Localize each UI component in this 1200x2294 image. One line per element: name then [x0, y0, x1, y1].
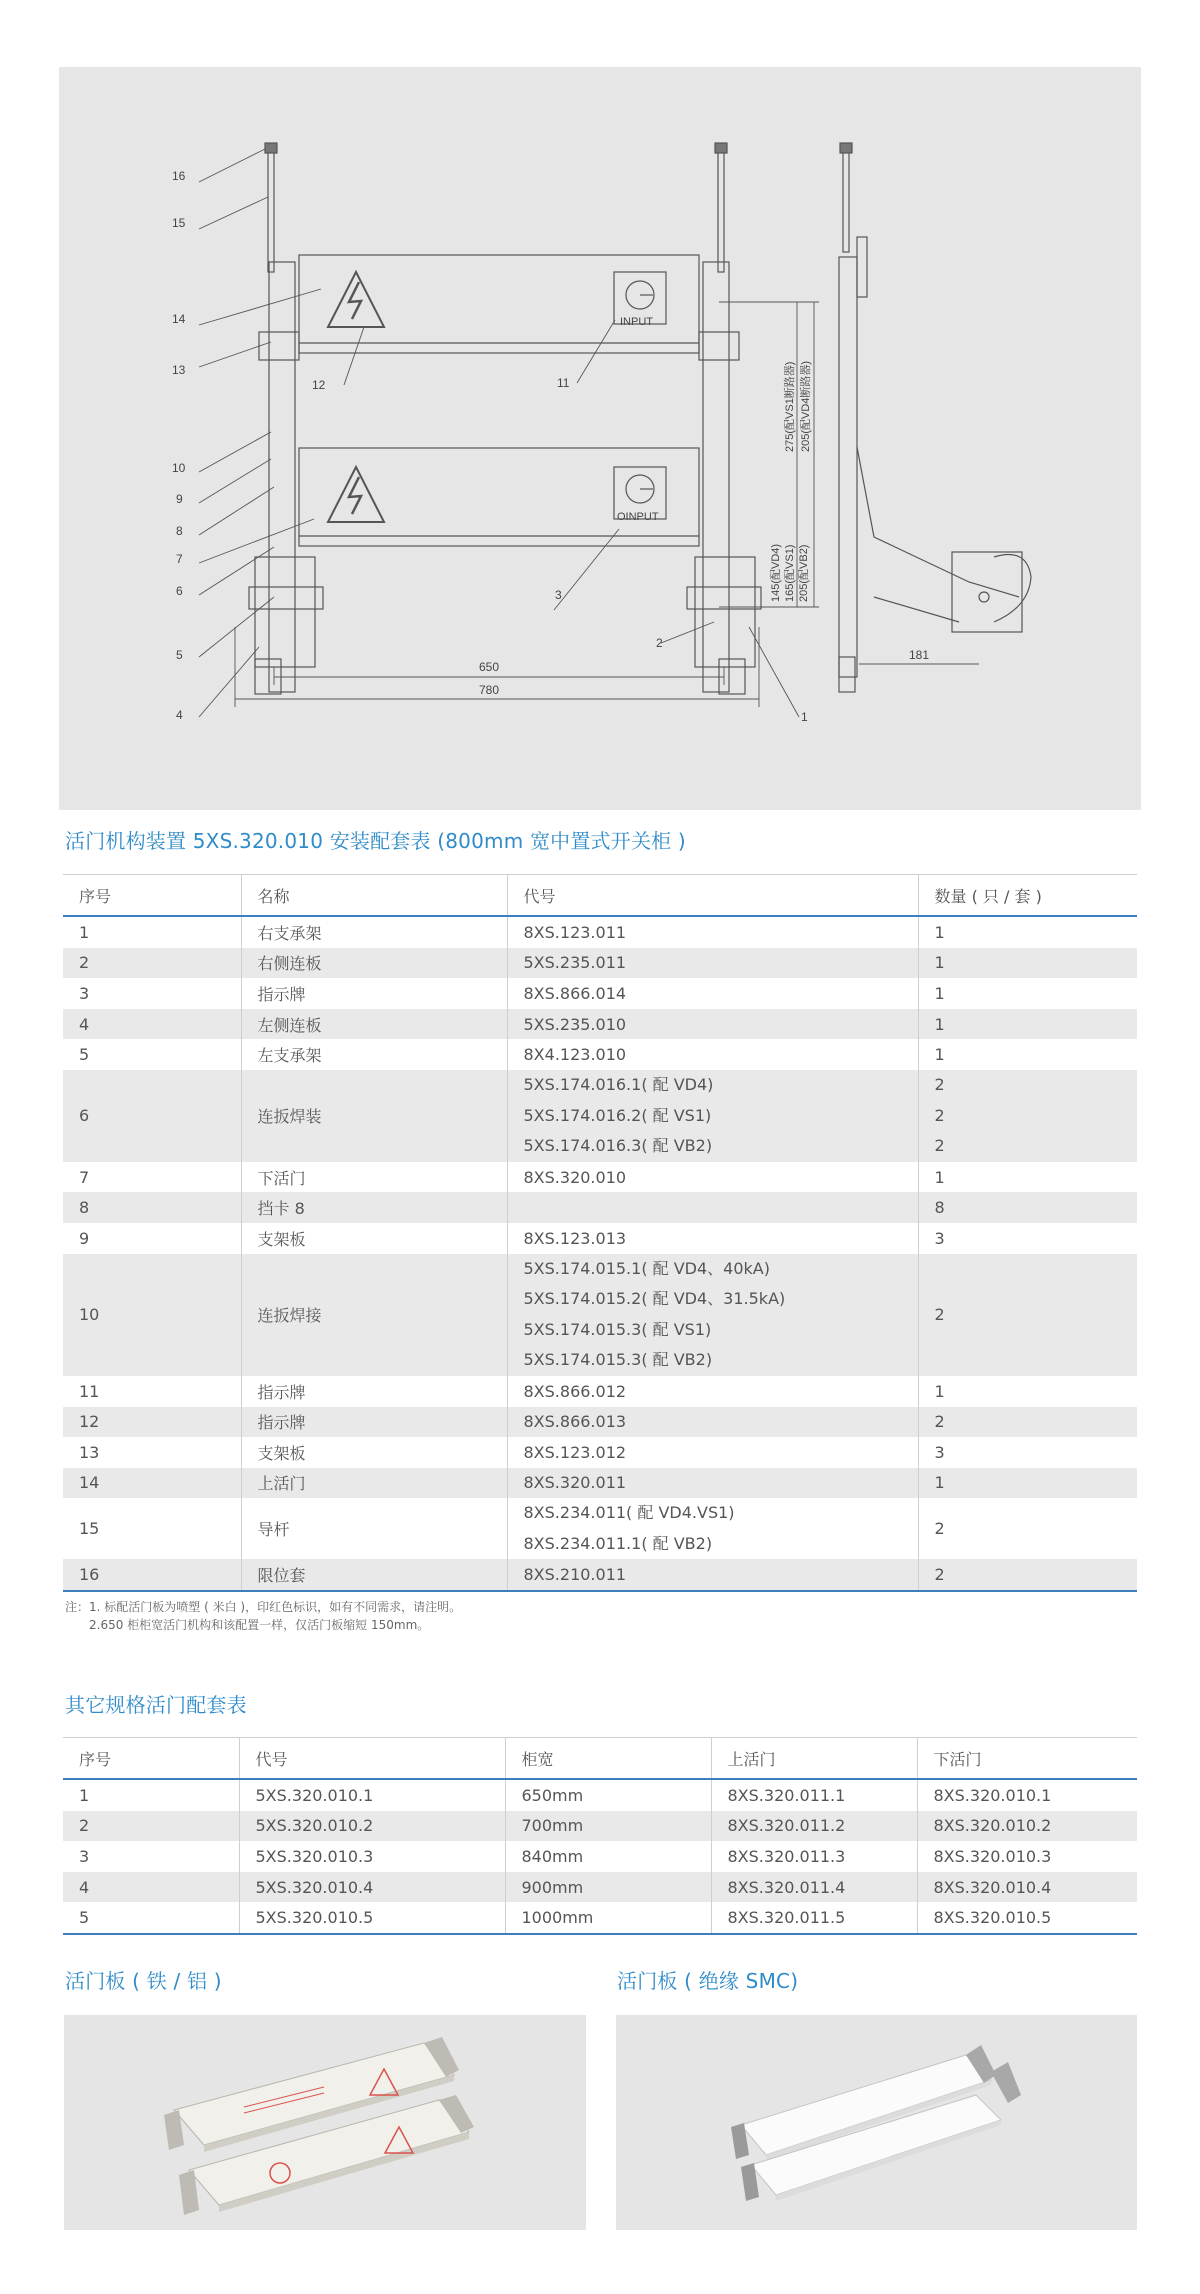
- notes: [65, 1598, 461, 1634]
- table-row: [63, 1376, 1137, 1407]
- cell-no: 2: [63, 948, 241, 979]
- table-header: [63, 1738, 1137, 1780]
- table-row: [63, 1872, 1137, 1903]
- cell-name: 下活门: [241, 1162, 507, 1193]
- cell-qty: 8: [918, 1192, 1137, 1223]
- smc-shutter-photo: [616, 2015, 1137, 2230]
- table-row: [63, 1223, 1137, 1254]
- col-header-code: 代号: [239, 1738, 505, 1780]
- table2-title: 其它规格活门配套表: [65, 1693, 247, 1717]
- callout-11: 11: [557, 376, 570, 390]
- table-row: [63, 1559, 1137, 1591]
- col-header-code: 代号: [507, 875, 918, 917]
- smc-shutter-illustration: [616, 2015, 1137, 2230]
- cell-width: 700mm: [505, 1811, 711, 1842]
- installation-parts-table: [63, 874, 1137, 1592]
- cell-no: 3: [79, 983, 90, 1003]
- cell-name: 连扳焊接: [241, 1254, 507, 1376]
- cell-code: 8X4.123.010: [507, 1039, 918, 1070]
- cell-code: 8XS.866.012: [507, 1376, 918, 1407]
- cell-no: 5: [63, 1902, 239, 1934]
- oinput-label: OINPUT: [617, 511, 659, 523]
- cell-qty: 3: [918, 1437, 1137, 1468]
- warning-triangle-upper: [328, 272, 384, 327]
- table-row: [63, 948, 1137, 979]
- cell-qty: 2: [918, 1254, 1137, 1376]
- note-line-1: 注：1. 标配活门板为喷塑 ( 米白 )，印红色标识，如有不同需求，请注明。: [65, 1600, 462, 1614]
- cell-code: 5XS.235.011: [507, 948, 918, 979]
- cell-code-line: 5XS.174.016.2( 配 VS1): [523, 1105, 712, 1125]
- table-row: [63, 1254, 1137, 1376]
- cell-no: 9: [79, 1228, 90, 1248]
- cell-code-line: 8XS.234.011.1( 配 VB2): [523, 1533, 713, 1553]
- cell-no: 1: [79, 922, 90, 942]
- table-row: [63, 1407, 1137, 1438]
- col-header-upper-shutter: 上活门: [711, 1738, 917, 1780]
- cell-code: 8XS.123.012: [507, 1437, 918, 1468]
- cell-no: 13: [79, 1442, 100, 1462]
- table-row: [63, 1811, 1137, 1842]
- dim-145-vd4: 145(配VD4): [770, 543, 782, 602]
- cell-upper-shutter: 8XS.320.011.2: [711, 1811, 917, 1842]
- cell-code: 8XS.320.010: [507, 1162, 918, 1193]
- cell-qty: 2: [918, 1498, 1137, 1559]
- cell-code-line: 5XS.174.015.3( 配 VB2): [523, 1350, 713, 1370]
- cell-no: 4: [63, 1872, 239, 1903]
- cell-qty: 1: [918, 1039, 1137, 1070]
- dim-275-vs1: 275(配VS1断路器): [784, 361, 796, 452]
- cell-name: 连扳焊装: [241, 1070, 507, 1162]
- left-link-plate: [249, 587, 323, 609]
- cell-code: [507, 1254, 918, 1376]
- cell-no: 7: [79, 1167, 90, 1187]
- cell-lower-shutter: 8XS.320.010.4: [917, 1872, 1137, 1903]
- cell-code: 5XS.235.010: [507, 1009, 918, 1040]
- cell-lower-shutter: 8XS.320.010.3: [917, 1841, 1137, 1872]
- table-row: [63, 1498, 1137, 1559]
- callout-8: 8: [176, 524, 183, 538]
- cell-qty: 1: [918, 978, 1137, 1009]
- table-row: [63, 1902, 1137, 1934]
- col-header-no: 序号: [63, 1738, 239, 1780]
- cell-qty: 1: [918, 1468, 1137, 1499]
- cell-no: 14: [63, 1468, 241, 1499]
- cell-code-line: 5XS.174.015.2( 配 VD4、31.5kA): [523, 1289, 786, 1309]
- cell-qty-line: 2: [934, 1136, 945, 1156]
- cell-code: 8XS.123.013: [507, 1223, 918, 1254]
- cell-name: 指示牌: [241, 1376, 507, 1407]
- table-row: [63, 1841, 1137, 1872]
- table-row: [63, 1070, 1137, 1162]
- dim-205-vd4: 205(配VD4断路器): [800, 360, 812, 452]
- dim-205-vb2: 205(配VB2): [798, 544, 810, 602]
- cell-width: 1000mm: [505, 1902, 711, 1934]
- cell-qty: 2: [918, 1407, 1137, 1438]
- left-bracket-upper: [259, 332, 299, 360]
- right-link-plate: [687, 587, 761, 609]
- callout-5: 5: [176, 648, 183, 662]
- right-bracket-lower: [695, 557, 755, 667]
- table-row: [63, 1779, 1137, 1811]
- table-row: [63, 916, 1137, 948]
- dim-165-vs1: 165(配VS1): [784, 544, 796, 602]
- cell-name: 导杆: [241, 1498, 507, 1559]
- callout-4: 4: [176, 708, 183, 722]
- cell-code-line: 5XS.174.016.1( 配 VD4): [523, 1074, 714, 1094]
- left-support-frame: [269, 262, 295, 692]
- col-header-width: 柜宽: [505, 1738, 711, 1780]
- left-limit-sleeve: [265, 143, 277, 153]
- callout-15: 15: [172, 216, 186, 230]
- cell-code-line: 8XS.234.011( 配 VD4.VS1): [523, 1503, 735, 1523]
- warning-triangle-lower: [328, 467, 384, 522]
- callout-12: 12: [312, 378, 326, 392]
- callout-16: 16: [172, 169, 186, 183]
- cell-no: 1: [79, 1785, 90, 1805]
- right-foot: [719, 659, 745, 694]
- dim-181: 181: [909, 648, 930, 662]
- cell-code: 5XS.320.010.5: [239, 1902, 505, 1934]
- dim-650: 650: [479, 660, 500, 674]
- cell-qty: 2: [918, 1559, 1137, 1591]
- cell-code-line: 5XS.174.015.1( 配 VD4、40kA): [523, 1258, 770, 1278]
- photo-left-title: 活门板 ( 铁 / 铝 ): [65, 1969, 222, 1993]
- side-guide-rod: [843, 152, 849, 252]
- table-row: [63, 1192, 1137, 1223]
- cell-qty: 3: [918, 1223, 1137, 1254]
- cell-lower-shutter: 8XS.320.010.5: [917, 1902, 1137, 1934]
- cell-name: 支架板: [241, 1437, 507, 1468]
- cell-qty: 1: [918, 948, 1137, 979]
- left-foot: [255, 659, 281, 694]
- cell-name: 左支承架: [241, 1039, 507, 1070]
- cell-code: 8XS.123.011: [507, 916, 918, 948]
- cell-code: 5XS.320.010.1: [239, 1779, 505, 1811]
- left-bracket-lower: [255, 557, 315, 667]
- cell-name: 指示牌: [241, 978, 507, 1009]
- cell-upper-shutter: 8XS.320.011.1: [711, 1779, 917, 1811]
- table-row: [63, 978, 1137, 1009]
- cell-upper-shutter: 8XS.320.011.3: [711, 1841, 917, 1872]
- right-guide-rod: [718, 152, 724, 272]
- cell-code: 5XS.320.010.4: [239, 1872, 505, 1903]
- right-support-frame: [703, 262, 729, 692]
- cell-name: 支架板: [241, 1223, 507, 1254]
- cell-code: [507, 1192, 918, 1223]
- callout-2: 2: [656, 636, 663, 650]
- cell-code-line: 5XS.174.016.3( 配 VB2): [523, 1136, 713, 1156]
- cell-code: 8XS.866.013: [507, 1407, 918, 1438]
- cell-no: 2: [63, 1811, 239, 1842]
- col-header-qty: 数量 ( 只 / 套 ): [918, 875, 1137, 917]
- cell-qty: 1: [918, 916, 1137, 948]
- cell-upper-shutter: 8XS.320.011.5: [711, 1902, 917, 1934]
- cell-qty: 1: [918, 1376, 1137, 1407]
- technical-drawing: [59, 67, 1141, 810]
- cell-code: 8XS.866.014: [507, 978, 918, 1009]
- other-specs-table: [63, 1737, 1137, 1935]
- cell-no: 11: [79, 1381, 100, 1401]
- cell-code: 8XS.320.011: [507, 1468, 918, 1499]
- callout-7: 7: [176, 552, 183, 566]
- col-header-no: 序号: [63, 875, 241, 917]
- cell-code-line: 5XS.174.015.3( 配 VS1): [523, 1319, 712, 1339]
- table-row: [63, 1162, 1137, 1193]
- cell-qty: 1: [918, 1009, 1137, 1040]
- col-header-lower-shutter: 下活门: [917, 1738, 1137, 1780]
- side-clamp: [952, 552, 1022, 632]
- metal-shutter-illustration: [64, 2015, 586, 2230]
- cell-upper-shutter: 8XS.320.011.4: [711, 1872, 917, 1903]
- left-guide-rod: [268, 152, 274, 272]
- cell-name: 右支承架: [241, 916, 507, 948]
- cell-lower-shutter: 8XS.320.010.1: [917, 1779, 1137, 1811]
- cell-code: [507, 1498, 918, 1559]
- cell-no: 4: [63, 1009, 241, 1040]
- cell-name: 指示牌: [241, 1407, 507, 1438]
- cell-name: 上活门: [241, 1468, 507, 1499]
- callout-9: 9: [176, 492, 183, 506]
- cell-name: 限位套: [241, 1559, 507, 1591]
- callout-10: 10: [172, 461, 186, 475]
- cell-no: 3: [79, 1846, 90, 1866]
- callout-13: 13: [172, 363, 186, 377]
- cell-no: 8: [63, 1192, 241, 1223]
- cell-no: 15: [79, 1519, 100, 1539]
- input-label: INPUT: [620, 316, 653, 328]
- cell-code: 5XS.320.010.3: [239, 1841, 505, 1872]
- photo-right-title: 活门板 ( 绝缘 SMC): [617, 1969, 799, 1993]
- cell-code: [507, 1070, 918, 1162]
- table-row: [63, 1039, 1137, 1070]
- table1-title: 活门机构装置 5XS.320.010 安装配套表 (800mm 宽中置式开关柜 ): [65, 829, 686, 853]
- cell-no: 6: [63, 1070, 241, 1162]
- callout-3: 3: [555, 588, 562, 602]
- cell-no: 12: [63, 1407, 241, 1438]
- callout-14: 14: [172, 312, 186, 326]
- table-row: [63, 1009, 1137, 1040]
- table-row: [63, 1468, 1137, 1499]
- cell-qty: [918, 1070, 1137, 1162]
- cell-width: 650mm: [505, 1779, 711, 1811]
- table-header: [63, 875, 1137, 917]
- cell-no: 5: [79, 1045, 90, 1065]
- cell-no: 16: [63, 1559, 241, 1591]
- callout-6: 6: [176, 584, 183, 598]
- metal-shutter-photo: [64, 2015, 586, 2230]
- side-lever: [857, 447, 1019, 597]
- dim-780: 780: [479, 683, 500, 697]
- cell-qty-line: 2: [934, 1074, 945, 1094]
- right-bracket-upper: [699, 332, 739, 360]
- cell-width: 900mm: [505, 1872, 711, 1903]
- callout-1: 1: [801, 710, 808, 724]
- side-support: [839, 257, 857, 677]
- cell-code: 5XS.320.010.2: [239, 1811, 505, 1842]
- cell-qty-line: 2: [934, 1105, 945, 1125]
- cell-name: 挡卡 8: [241, 1192, 507, 1223]
- cell-width: 840mm: [505, 1841, 711, 1872]
- right-limit-sleeve: [715, 143, 727, 153]
- cell-qty: 1: [918, 1162, 1137, 1193]
- cell-lower-shutter: 8XS.320.010.2: [917, 1811, 1137, 1842]
- cell-name: 左侧连板: [241, 1009, 507, 1040]
- cell-name: 右侧连板: [241, 948, 507, 979]
- shutter-mechanism-diagram: [59, 67, 1141, 810]
- table-row: [63, 1437, 1137, 1468]
- cell-no: 10: [63, 1254, 241, 1376]
- col-header-name: 名称: [241, 875, 507, 917]
- cell-code: 8XS.210.011: [507, 1559, 918, 1591]
- note-line-2: 2.650 柜柜宽活门机构和该配置一样，仅活门板缩短 150mm。: [89, 1618, 430, 1632]
